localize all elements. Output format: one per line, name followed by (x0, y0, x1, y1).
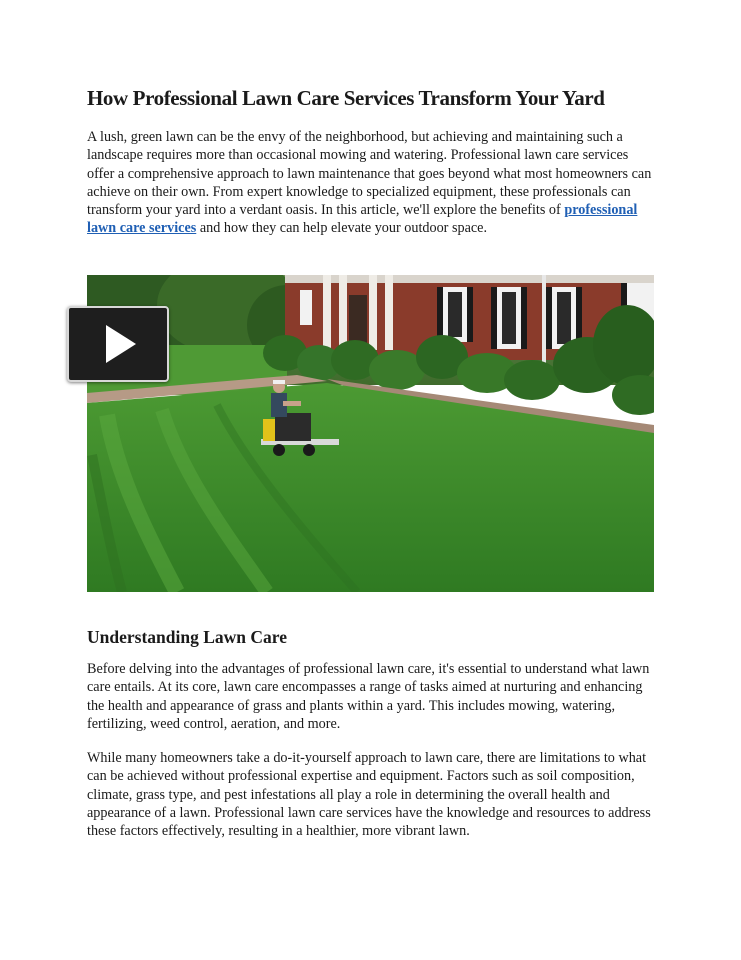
intro-paragraph (87, 128, 653, 238)
section-paragraph-1: Before delving into the advantages of professional lawn care, it's essential to understand what lawn care entails. At its core, lawn care encompasses a range of tasks aimed at nurturing and enhancing the health and appearance of grass and plants within a yard. This includes mowing, watering, fertilizing, weed control, aeration, and more. (87, 661, 650, 732)
intro-text-before-link: A lush, green lawn can be the envy of the neighborhood, but achieving and maintaining such a landscape requires more than occasional mowing and watering. Professional lawn care services offer a comprehensive approach to lawn maintenance that goes beyond what most homeowners can achieve on their own. From expert knowledge to specialized equipment, these professionals can transform your yard into a verdant oasis. In this article, we'll explore the benefits of (87, 129, 652, 219)
section-paragraph-2: While many homeowners take a do-it-yourself approach to lawn care, there are limitations to what can be achieved without professional expertise and equipment. Factors such as soil composition, climate, grass type, and pest infestations all play a role in determining the overall health and appearance of a lawn. Professional lawn care services have the knowledge and resources to address these factors effectively, resulting in a healthier, more vibrant lawn. (87, 750, 651, 840)
video-play-button[interactable] (67, 306, 169, 382)
lawn-care-services-link[interactable]: professional lawn care services (87, 202, 638, 237)
play-icon (106, 325, 136, 363)
article-title: How Professional Lawn Care Services Transform Your Yard (87, 86, 605, 110)
section-heading-understanding-lawn-care: Understanding Lawn Care (87, 627, 287, 647)
intro-text-after-link: and how they can help elevate your outdoor space. (196, 220, 488, 237)
lawn-care-hero-image (87, 275, 654, 592)
